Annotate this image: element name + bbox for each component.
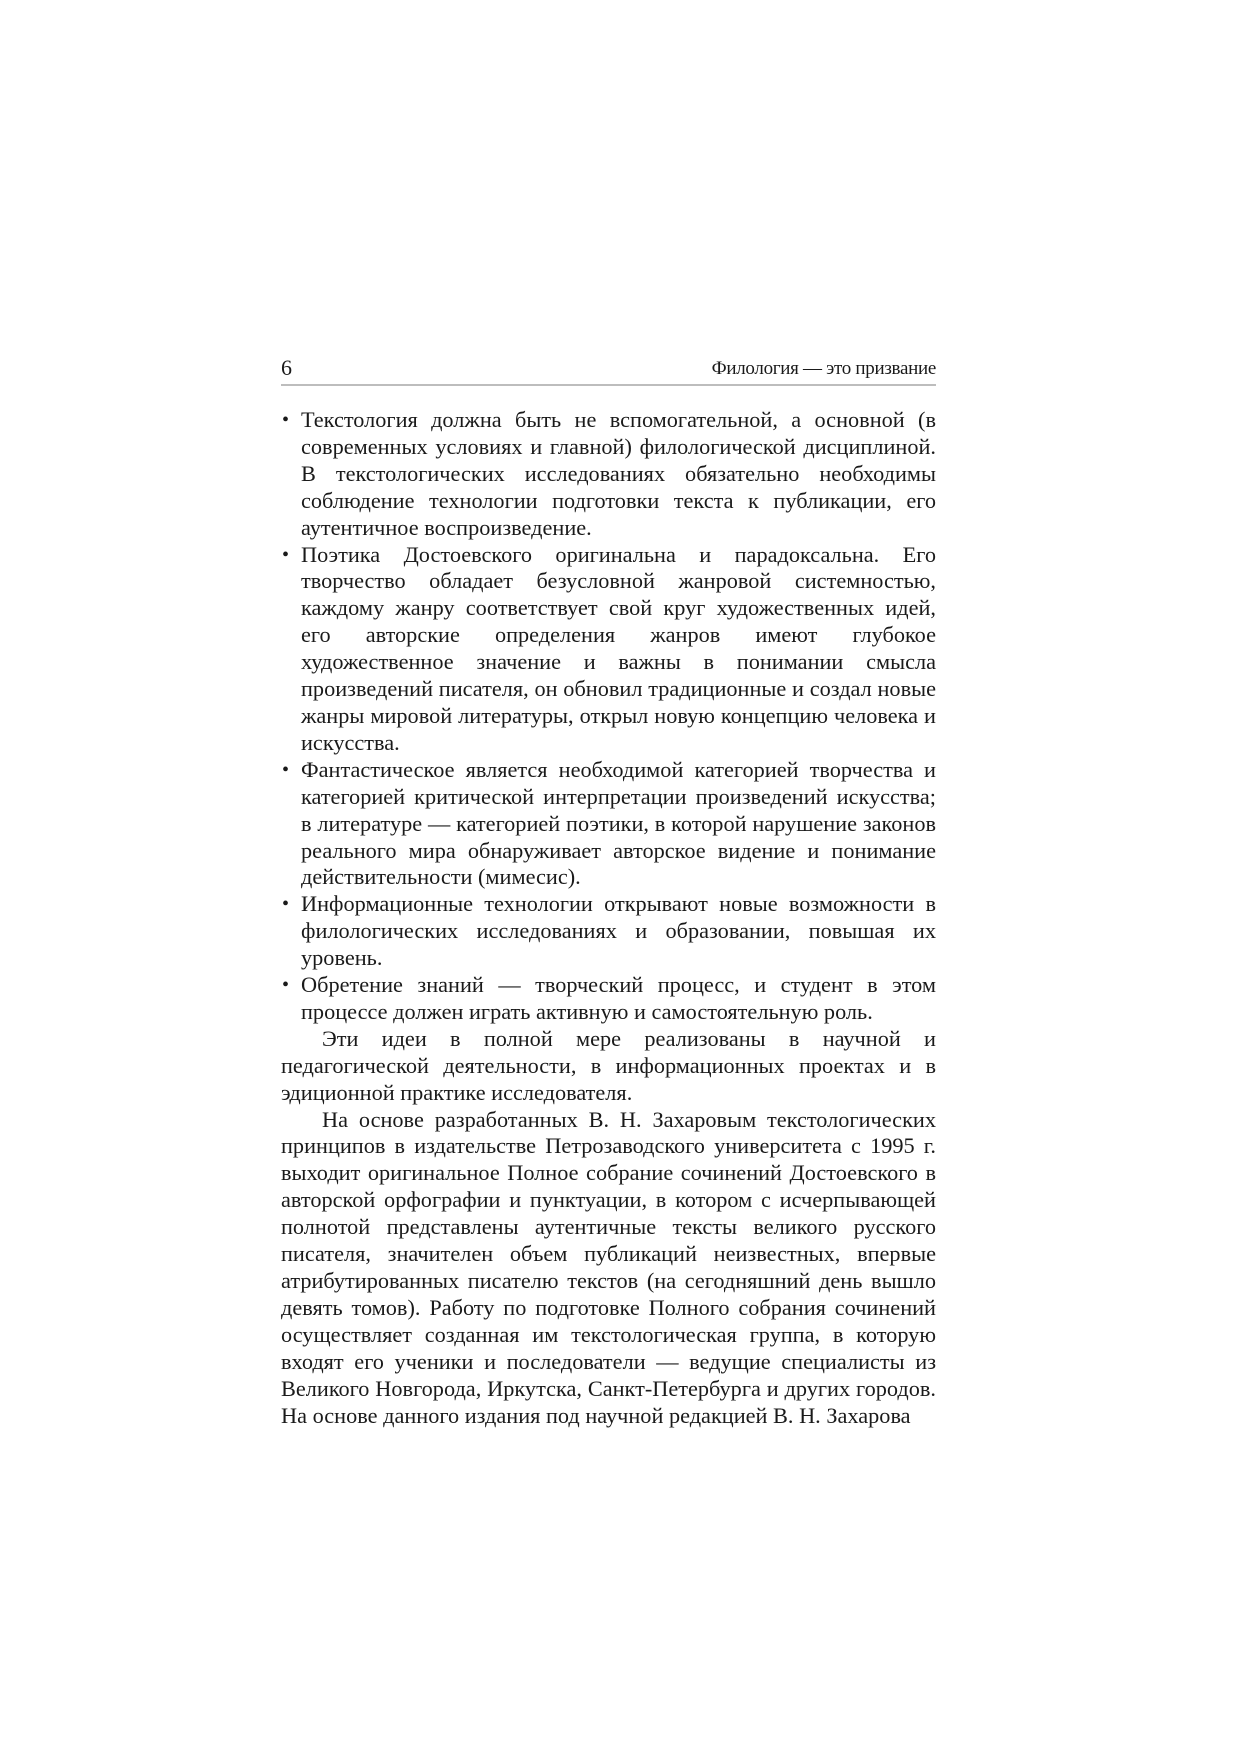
bullet-item [281, 407, 936, 542]
bullet-icon: • [282, 893, 290, 916]
bullet-item [281, 972, 936, 1026]
page-number: 6 [281, 355, 292, 380]
bullet-icon: • [282, 543, 290, 566]
bullet-text: Текстология должна быть не вспомогательной, а основной (в современных условиях и главной) филологической дисциплиной. В текстологических исследованиях обязательно необходимы соблюдение технологии подготовки текста к публикации, его аутентичное воспроизведение. [301, 407, 936, 540]
bullet-text: Обретение знаний — творческий процесс, и студент в этом процессе должен играть активную и самостоятельную роль. [301, 972, 936, 1024]
running-title: Филология — это призвание [711, 358, 936, 379]
paragraph: Эти идеи в полной мере реализованы в научной и педагогической деятельности, в информационных проектах и в эдиционной практике исследователя. [281, 1025, 936, 1105]
bullet-icon: • [282, 409, 290, 431]
bullet-list [281, 407, 936, 1026]
bullet-item [281, 891, 936, 972]
bullet-item [281, 757, 936, 892]
running-head [281, 354, 936, 386]
paragraph: На основе разработанных В. Н. Захаровым текстологических принципов в издательстве Петрозаводского университета с 1995 г. выходит оригинальное Полное собрание сочинений Достоевского в авторской орфографии и пунктуации, в котором с исчерпывающей полнотой представлены аутентичные тексты великого русского писателя, значителен объем публикаций неизвестных, впервые атрибутированных писателю текстов (на сегодняшний день вышло девять томов). Работу по подготовке Полного собрания сочинений осуществляет созданная им текстологическая группа, в которую входят его ученики и последователи — ведущие специалисты из Великого Новгорода, Иркутска, Санкт-Петербурга и других городов. На основе данного издания под научной редакцией В. Н. Захарова [281, 1106, 936, 1428]
bullet-text: Поэтика Достоевского оригинальна и парадоксальна. Его творчество обладает безусловной жанровой системностью, каждому жанру соответствует свой круг художественных идей, его авторские определения жанров имеют глубокое художественное значение и важны в понимании смысла произведений писателя, он обновил традиционные и создал новые жанры мировой литературы, открыл новую концепцию человека и искусства. [301, 541, 936, 755]
bullet-icon: • [282, 758, 290, 781]
bullet-text: Фантастическое является необходимой категорией творчества и категорией критической интерпретации произведений искусства; в литературе — категорией поэтики, в которой нарушение законов реального мира обнаруживает авторское видение и понимание действительности (мимесис). [301, 756, 936, 890]
bullet-text: Информационные технологии открывают новые возможности в филологических исследованиях и образовании, повышая их уровень. [301, 891, 936, 971]
body-text [281, 407, 936, 1429]
bullet-icon: • [282, 974, 290, 997]
bullet-item [281, 542, 936, 757]
